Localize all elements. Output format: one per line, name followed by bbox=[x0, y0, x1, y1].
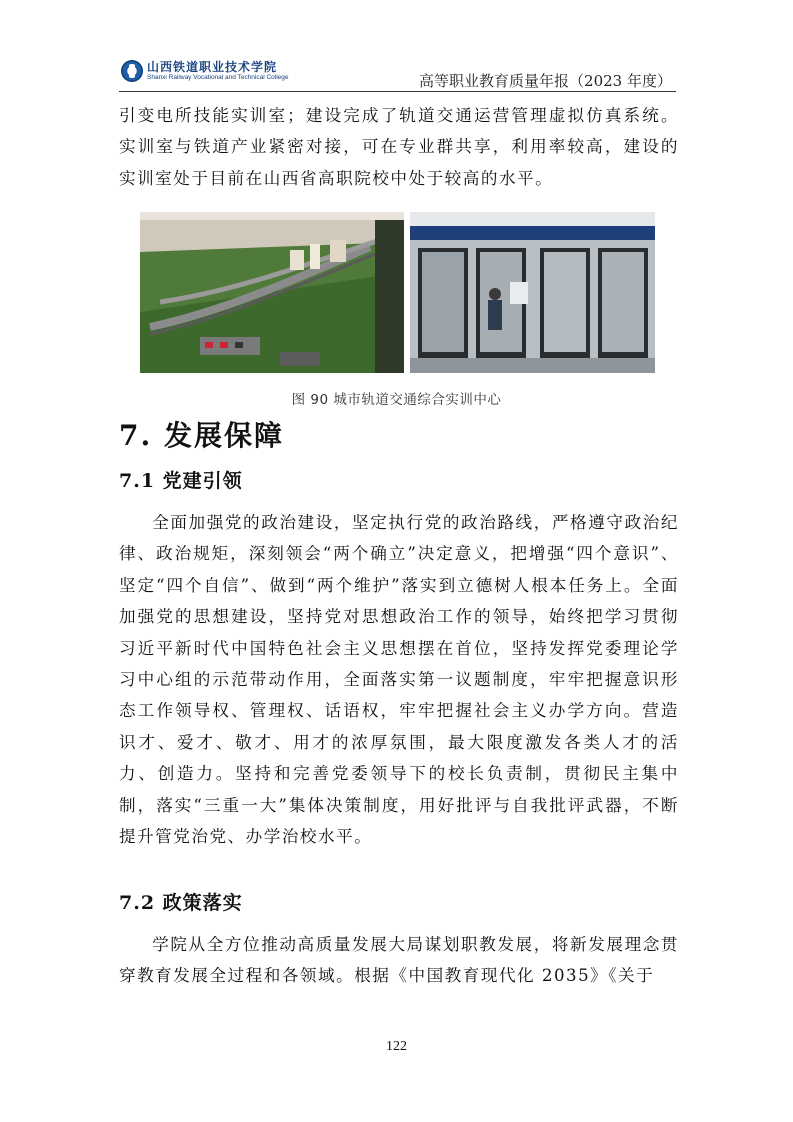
report-title: 高等职业教育质量年报（2023 年度） bbox=[419, 72, 672, 90]
policy-implementation-paragraph: 学院从全方位推动高质量发展大局谋划职教发展，将新发展理念贯穿教育发展全过程和各领域。根据《中国教育现代化 2035》《关于 bbox=[119, 935, 679, 986]
section-heading: 7. 发展保障 bbox=[119, 419, 284, 452]
college-logo-english-name: Shanxi Railway Vocational and Technical College bbox=[147, 74, 289, 81]
subsection-heading-policy-implementation: 7.2 政策落实 bbox=[119, 892, 243, 914]
page-number: 122 bbox=[386, 1039, 407, 1054]
figure-caption: 图 90 城市轨道交通综合实训中心 bbox=[291, 392, 502, 408]
rail-model-photo bbox=[140, 212, 404, 373]
header-divider bbox=[119, 91, 676, 93]
college-logo-icon bbox=[121, 60, 143, 82]
station-platform-photo bbox=[410, 212, 655, 373]
party-building-paragraph: 全面加强党的政治建设，坚定执行党的政治路线，严格遵守政治纪律、政治规矩，深刻领会“两个确立”决定意义，把增强“四个意识”、坚定“四个自信”、做到“两个维护”落实到立德树人根本任务上。全面加强党的思想建设，坚持党对思想政治工作的领导，始终把学习贯彻习近平新时代中国特色社会主义思想摆在首位，坚持发挥党委理论学习中心组的示范带动作用，全面落实第一议题制度，牢牢把握意识形态工作领导权、管理权、话语权，牢牢把握社会主义办学方向。营造识才、爱才、敬才、用才的浓厚氛围，最大限度激发各类人才的活力、创造力。坚持和完善党委领导下的校长负责制，贯彻民主集中制，落实“三重一大”集体决策制度，用好批评与自我批评武器，不断提升管党治党、办学治校水平。 bbox=[119, 513, 679, 847]
intro-paragraph: 引变电所技能实训室；建设完成了轨道交通运营管理虚拟仿真系统。实训室与铁道产业紧密对接，可在专业群共享，利用率较高，建设的实训室处于目前在山西省高职院校中处于较高的水平。 bbox=[119, 106, 679, 188]
subsection-heading-party-building: 7.1 党建引领 bbox=[119, 470, 243, 492]
college-logo-name: 山西铁道职业技术学院 bbox=[147, 60, 278, 74]
page-header bbox=[119, 54, 676, 92]
